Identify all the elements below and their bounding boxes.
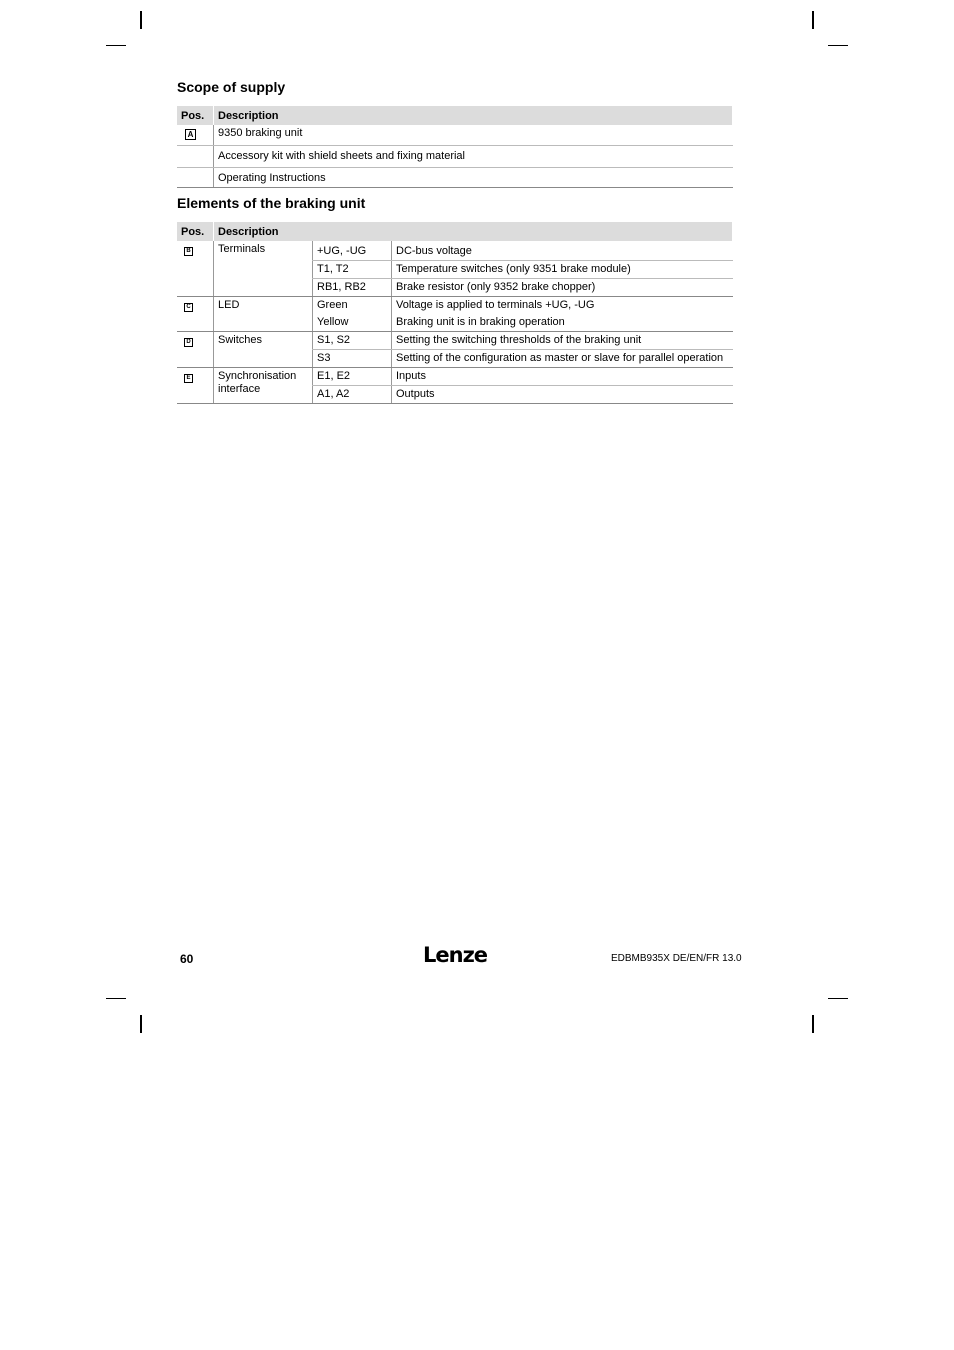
- item-code: E1, E2: [313, 368, 392, 386]
- position-label: B: [184, 247, 193, 256]
- header-pos: Pos.: [177, 106, 214, 125]
- group-name: Switches: [214, 332, 313, 368]
- item-code: A1, A2: [313, 386, 392, 404]
- crop-mark: [828, 998, 848, 999]
- crop-mark: [140, 11, 142, 29]
- table-row: [177, 146, 733, 168]
- header-pos: Pos.: [177, 222, 214, 241]
- table-header: [177, 106, 733, 125]
- table-row: [177, 368, 733, 386]
- table-row: [177, 241, 733, 261]
- crop-mark: [106, 998, 126, 999]
- table-row: [177, 297, 733, 315]
- lenze-logo: Lenze: [423, 943, 488, 967]
- item-text: Outputs: [392, 386, 733, 404]
- document-id: EDBMB935X DE/EN/FR 13.0: [611, 953, 742, 964]
- header-description: Description: [214, 222, 733, 241]
- item-code: +UG, -UG: [313, 241, 392, 261]
- elements-title: Elements of the braking unit: [177, 195, 366, 211]
- item-text: Inputs: [392, 368, 733, 386]
- item-text: Setting the switching thresholds of the braking unit: [392, 332, 733, 350]
- item-text: DC-bus voltage: [392, 241, 733, 261]
- item-code: S3: [313, 350, 392, 368]
- elements-table: [177, 222, 733, 404]
- position-label: E: [184, 374, 193, 383]
- crop-mark: [140, 1015, 142, 1033]
- group-name: LED: [214, 297, 313, 332]
- item-text: Brake resistor (only 9352 brake chopper): [392, 279, 733, 297]
- page-number: 60: [180, 952, 194, 966]
- scope-of-supply-title: Scope of supply: [177, 79, 286, 95]
- table-row: [177, 332, 733, 350]
- description-cell: Operating Instructions: [214, 168, 733, 188]
- table-row: [177, 168, 733, 188]
- crop-mark: [812, 1015, 814, 1033]
- crop-mark: [828, 45, 848, 46]
- item-text: Voltage is applied to terminals +UG, -UG: [392, 297, 733, 315]
- crop-mark: [812, 11, 814, 29]
- position-cell: [177, 168, 214, 188]
- item-text: Setting of the configuration as master or slave for parallel operation: [392, 350, 733, 368]
- description-cell: 9350 braking unit: [214, 125, 733, 146]
- header-description: Description: [214, 106, 733, 125]
- table-header: [177, 222, 733, 241]
- table-row: [177, 125, 733, 146]
- item-code: Green: [313, 297, 392, 315]
- crop-mark: [106, 45, 126, 46]
- item-text: Temperature switches (only 9351 brake module): [392, 261, 733, 279]
- item-text: Braking unit is in braking operation: [392, 314, 733, 332]
- group-name: Synchronisation interface: [214, 368, 313, 404]
- item-code: S1, S2: [313, 332, 392, 350]
- group-name: Terminals: [214, 241, 313, 297]
- item-code: RB1, RB2: [313, 279, 392, 297]
- position-label: A: [185, 129, 196, 140]
- position-label: D: [184, 338, 193, 347]
- item-code: Yellow: [313, 314, 392, 332]
- position-cell: [177, 146, 214, 168]
- item-code: T1, T2: [313, 261, 392, 279]
- position-label: C: [184, 303, 193, 312]
- description-cell: Accessory kit with shield sheets and fixing material: [214, 146, 733, 168]
- scope-of-supply-table: [177, 106, 733, 188]
